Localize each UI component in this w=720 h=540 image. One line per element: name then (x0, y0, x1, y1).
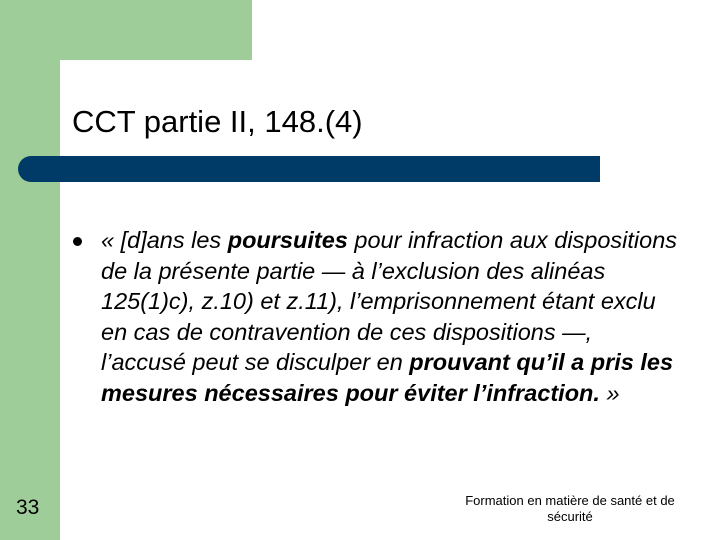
green-side-band (0, 0, 60, 540)
quote-part-1: « [d]ans les (101, 227, 228, 253)
green-top-band (0, 0, 252, 60)
footer-text: Formation en matière de santé et de sécurité (465, 493, 675, 524)
slide-number: 33 (16, 496, 40, 519)
quote-bold-prouvant: prouvant qu’il a pris les mesures nécessaires pour éviter l’infraction. (101, 349, 674, 406)
bullet-icon (73, 237, 82, 246)
quote-text (101, 225, 681, 408)
quote-bold-poursuites: poursuites (227, 227, 348, 253)
title-underline-bar (18, 156, 600, 182)
quote-part-2: pour infraction aux dispositions de la présente partie — à l’exclusion des alinéas 125(1)c), z.10) et z.11), l’emprisonnement étant exclu en cas de contravention de ces dispositions —, l’accusé peut se disculper en (101, 227, 678, 375)
slide-title: CCT partie II, 148.(4) (72, 104, 363, 139)
quote-part-3: » (599, 379, 620, 406)
